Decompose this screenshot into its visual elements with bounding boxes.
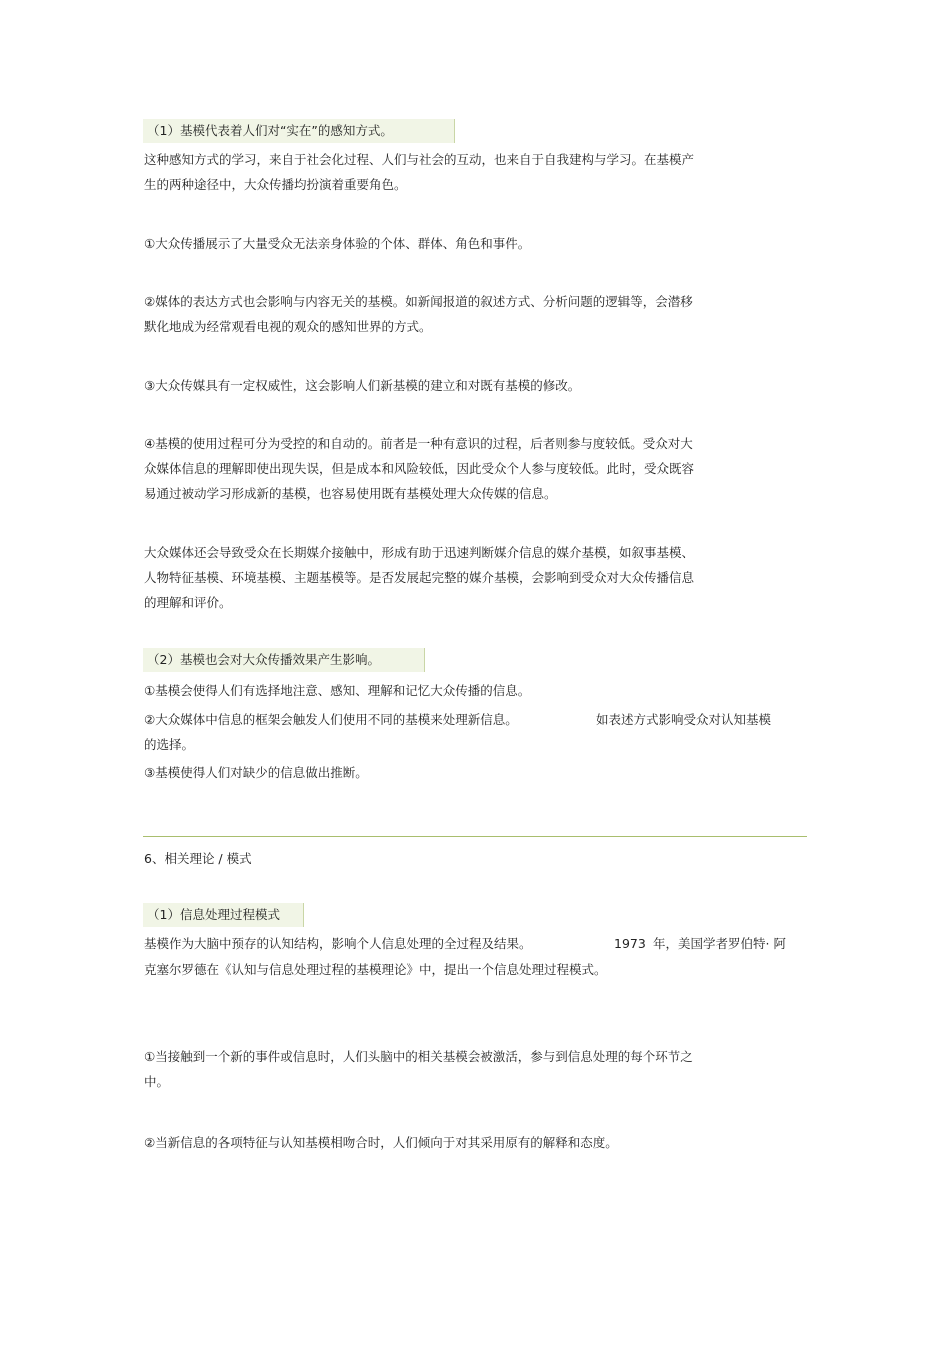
section1-item-4-line-2: 众媒体信息的理解即使出现失误，但是成本和风险较低，因此受众个人参与度较低。此时，受众既容	[144, 461, 695, 476]
section6-intro-part-c: 克塞尔罗德在《认知与信息处理过程的基模理论》中，提出一个信息处理过程模式。	[144, 962, 607, 977]
section1-item-3: ③大众传媒具有一定权威性，这会影响人们新基模的建立和对既有基模的修改。	[144, 378, 581, 393]
section1-heading: （1）基模代表着人们对“实在”的感知方式。	[143, 119, 455, 143]
section6-intro-year: 1973	[614, 936, 646, 951]
section6-title: 6、相关理论 / 模式	[144, 851, 252, 866]
section2-item-2-part-b: 如表述方式影响受众对认知基模	[596, 712, 772, 727]
section6-item-1-line-1: ①当接触到一个新的事件或信息时，人们头脑中的相关基模会被激活，参与到信息处理的每个环节之	[144, 1049, 693, 1064]
section1-para-line-3: 的理解和评价。	[144, 595, 232, 610]
section1-para-line-2: 人物特征基模、环境基模、主题基模等。是否发展起完整的媒介基模，会影响到受众对大众传播信息	[144, 570, 695, 585]
section6-intro-part-b: 年，美国学者罗伯特· 阿	[653, 936, 786, 951]
section1-para-line-1: 大众媒体还会导致受众在长期媒介接触中，形成有助于迅速判断媒介信息的媒介基模，如叙事基模、	[144, 545, 695, 560]
section1-item-2-line-1: ②媒体的表达方式也会影响与内容无关的基模。如新闻报道的叙述方式、分析问题的逻辑等，会潜移	[144, 294, 693, 309]
section-divider	[143, 836, 807, 837]
section6-item-1-line-2: 中。	[144, 1074, 170, 1089]
section6-intro-part-a: 基模作为大脑中预存的认知结构，影响个人信息处理的全过程及结果。	[144, 936, 532, 951]
section1-item-4-line-3: 易通过被动学习形成新的基模，也容易使用既有基模处理大众传媒的信息。	[144, 486, 557, 501]
section2-item-2-part-a: ②大众媒体中信息的框架会触发人们使用不同的基模来处理新信息。	[144, 712, 518, 727]
section1-intro-line-2: 生的两种途径中，大众传播均扮演着重要角色。	[144, 177, 407, 192]
section2-item-3: ③基模使得人们对缺少的信息做出推断。	[144, 765, 368, 780]
section2-item-1: ①基模会使得人们有选择地注意、感知、理解和记忆大众传播的信息。	[144, 683, 531, 698]
section2-item-2-part-c: 的选择。	[144, 737, 195, 752]
section2-heading: （2）基模也会对大众传播效果产生影响。	[143, 648, 425, 672]
section1-intro-line-1: 这种感知方式的学习，来自于社会化过程、人们与社会的互动，也来自于自我建构与学习。在基模产	[144, 152, 695, 167]
section1-item-4-line-1: ④基模的使用过程可分为受控的和自动的。前者是一种有意识的过程，后者则参与度较低。受众对大	[144, 436, 693, 451]
section1-item-1: ①大众传播展示了大量受众无法亲身体验的个体、群体、角色和事件。	[144, 236, 531, 251]
section6-sub-heading: （1）信息处理过程模式	[143, 903, 304, 927]
section6-item-2: ②当新信息的各项特征与认知基模相吻合时，人们倾向于对其采用原有的解释和态度。	[144, 1135, 618, 1150]
section1-item-2-line-2: 默化地成为经常观看电视的观众的感知世界的方式。	[144, 319, 432, 334]
